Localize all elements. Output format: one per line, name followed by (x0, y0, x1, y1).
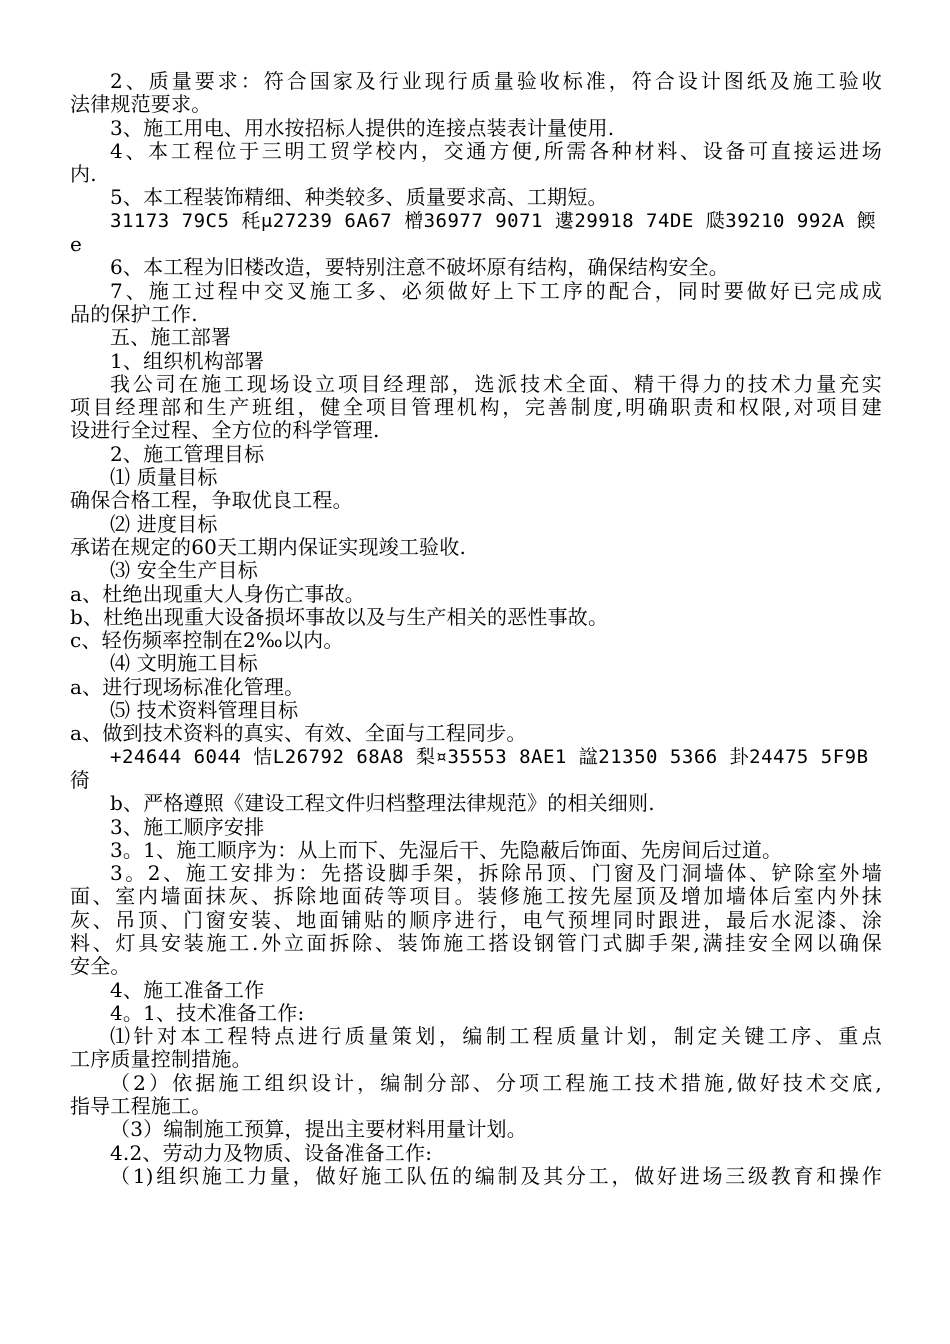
text-line: 设进行全过程、全方位的科学管理. (70, 418, 380, 443)
text-line: 确保合格工程，争取优良工程。 (70, 488, 353, 513)
text-line: 4。1、技术准备工作: (110, 1000, 305, 1025)
text-line: 料、灯具安装施工.外立面拆除、装饰施工搭设钢管门式脚手架,满挂安全网以确保 (70, 930, 882, 955)
text-line: 面、室内墙面抹灰、拆除地面砖等项目。装修施工按先屋顶及增加墙体后室内外抹 (70, 884, 882, 909)
text-line: 承诺在规定的60天工期内保证实现竣工验收. (70, 534, 467, 559)
text-line: a、做到技术资料的真实、有效、全面与工程同步。 (70, 721, 527, 746)
text-line: 2、质量要求：符合国家及行业现行质量验收标准，符合设计图纸及施工验收 (110, 69, 882, 93)
text-line: ⑷ 文明施工目标 (110, 651, 258, 676)
text-line: +24644 6044 恄L26792 68A8 梨¤35553 8AE1 諡21350 5366 卦24475 5F9B (110, 745, 869, 768)
text-line: 4、本工程位于三明工贸学校内，交通方便,所需各种材料、设备可直接运进场 (110, 138, 882, 163)
text-line: c、轻伤频率控制在2‰以内。 (70, 628, 344, 653)
text-line: 6、本工程为旧楼改造，要特别注意不破坏原有结构，确保结构安全。 (110, 255, 729, 280)
text-line: 3、施工用电、用水按招标人提供的连接点装表计量使用. (110, 115, 615, 140)
text-line: 项目经理部和生产班组，健全项目管理机构，完善制度,明确职责和权限,对项目建 (70, 395, 882, 420)
text-line: ⑸ 技术资料管理目标 (110, 698, 299, 723)
text-line: 安全。 (70, 954, 131, 979)
text-line: 内. (70, 162, 97, 187)
text-line: ⑴ 质量目标 (110, 465, 218, 490)
text-line: ⑴针对本工程特点进行质量策划，编制工程质量计划，制定关键工序、重点 (110, 1024, 882, 1049)
text-line: 5、本工程装饰精细、种类较多、质量要求高、工期短。 (110, 185, 608, 210)
text-line: ⑵ 进度目标 (110, 511, 218, 536)
text-line: 我公司在施工现场设立项目经理部，选派技术全面、精干得力的技术力量充实 (110, 371, 882, 396)
text-line: 31173 79C5 秏μ27239 6A67 橧36977 9071 遱29918 74DE 瓞39210 992A 餪 (110, 209, 877, 232)
text-line: 4、施工准备工作 (110, 977, 265, 1002)
text-line: 3、施工顺序安排 (110, 814, 265, 839)
text-line: （3）编制施工预算，提出主要材料用量计划。 (110, 1117, 527, 1142)
text-line: 4.2、劳动力及物质、设备准备工作: (110, 1140, 433, 1165)
text-line: 指导工程施工。 (70, 1094, 212, 1119)
text-line: 工序质量控制措施。 (70, 1047, 252, 1072)
text-line: 3。1、施工顺序为：从上而下、先湿后干、先隐蔽后饰面、先房间后过道。 (110, 837, 783, 862)
text-line: （2）依据施工组织设计，编制分部、分项工程施工技术措施,做好技术交底, (110, 1070, 882, 1095)
text-line: ⑶ 安全生产目标 (110, 558, 258, 583)
text-line: a、进行现场标准化管理。 (70, 674, 305, 699)
text-line: 7、施工过程中交叉施工多、必须做好上下工序的配合，同时要做好已完成成 (110, 278, 882, 303)
text-line: a、杜绝出现重大人身伤亡事故。 (70, 581, 365, 606)
text-line: 2、施工管理目标 (110, 441, 265, 466)
text-line: e (70, 232, 83, 257)
text-line: 灰、吊顶、门窗安装、地面铺贴的顺序进行，电气预埋同时跟进，最后水泥漆、涂 (70, 907, 882, 932)
text-line: 法律规范要求。 (70, 92, 212, 117)
text-line: b、杜绝出现重大设备损坏事故以及与生产相关的恶性事故。 (70, 604, 609, 629)
text-line: （1)组织施工力量，做好施工队伍的编制及其分工，做好进场三级教育和操作 (110, 1163, 882, 1188)
text-line: 品的保护工作. (70, 301, 198, 326)
text-line: 徛 (70, 767, 91, 792)
text-line: 1、组织机构部署 (110, 348, 265, 373)
text-line: 3。2、施工安排为：先搭设脚手架，拆除吊顶、门窗及门洞墙体、铲除室外墙 (110, 861, 882, 886)
text-line: 五、施工部署 (110, 325, 232, 350)
document-page (70, 70, 882, 1188)
text-line: b、严格遵照《建设工程文件归档整理法律规范》的相关细则. (110, 791, 655, 816)
